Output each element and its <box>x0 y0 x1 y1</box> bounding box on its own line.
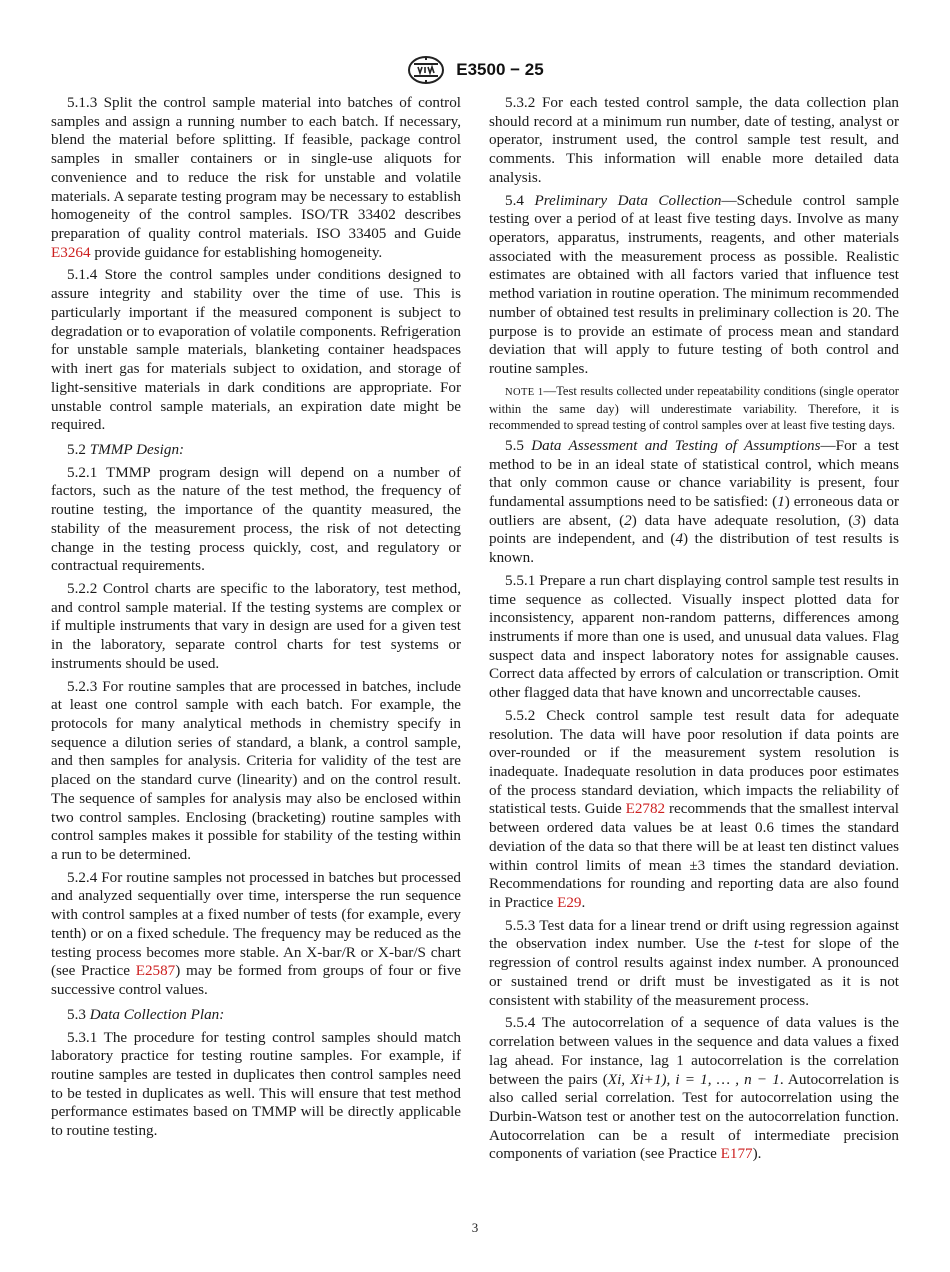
right-column <box>489 94 899 1168</box>
section-heading-5-2: 5.2 TMMP Design: <box>67 440 185 458</box>
page-number: 3 <box>471 1220 479 1235</box>
link-e3264[interactable]: E3264 <box>51 243 91 261</box>
paragraph-5-5-3: 5.5.3 Test data for a linear trend or drift using regression against the observation index number. Use the t-test for slope of the regression of control results against index number. A pronounced or sustained trend or drift must be investigated as it is not consistent with stability of the measurement process. <box>489 916 899 1009</box>
paragraph-5-1-3: 5.1.3 Split the control sample material into batches of control samples and assign a running number to each batch. If necessary, blend the material before splitting. If feasible, package control samples in smaller containers or in single-use aliquots for convenience and to reduce the risk for unstable and volatile materials. A separate testing program may be necessary to establish homogeneity of the control samples. ISO/TR 33402 describes preparation of quality control materials. ISO 33405 and Guide E3264 provide guidance for establishing homogeneity. <box>51 94 461 261</box>
paragraph-5-3-2: 5.3.2 For each tested control sample, the data collection plan should record at a minimum run number, date of testing, analyst or operator, instrument used, the control sample test result, and comments. This information will enable more detailed data analysis. <box>489 94 899 186</box>
paragraph-5-5-2: 5.5.2 Check control sample test result data for adequate resolution. The data will have poor resolution if data points are over-rounded or if the measurement system resolution is inadequate. Inadequate resolution in data produces poor estimates of the process standard deviation, which impacts the reliability of statistical tests. Guide E2782 recommends that the smallest interval between ordered data values be at least 0.6 times the standard deviation of the data so that there will be at least ten distinct values within control limits of mean ±3 times the standard deviation. Recommendations for rounding and reporting data are also found in Practice E29. <box>489 706 899 912</box>
paragraph-5-2-4: 5.2.4 For routine samples not processed in batches but processed and analyzed sequentially over time, intersperse the run sequence with control samples at a fixed number of tests (for example, every tenth) or on a fixed schedule. The frequency may be reduced as the testing process becomes more stable. An X-bar/R or X-bar/S chart (see Practice E2587) may be formed from groups of four or five successive control values. <box>51 868 462 999</box>
paragraph-5-2-1: 5.2.1 TMMP program design will depend on a number of factors, such as the nature of the test method, the frequency of routine testing, the importance of the quantity measured, the stability of the measurement process, the risk of not detecting change in the testing process quickly, cost, and regulatory or contractual requirements. <box>51 463 461 575</box>
paragraph-5-1-4: 5.1.4 Store the control samples under conditions designed to assure integrity and stability over the time of use. This is particularly important if the measured component is subject to degradation or to evaporation of volatile components. Refrigeration for unstable sample materials, blanketing container headspaces with inert gas for materials subject to oxidation, and storage of light-sensitive materials in dark conditions are appropriate. For unstable control sample materials, an expiration date might be required. <box>51 266 461 434</box>
astm-logo-icon <box>406 55 446 85</box>
paragraph-5-5: 5.5 Data Assessment and Testing of Assumptions—For a test method to be in an ideal state of statistical control, which means that only common cause or chance variability is present, four fundamental assumptions need to be satisfied: (1) erroneous data or outliers are absent, (2) data have adequate resolution, (3) data points are independent, and (4) the distribution of test results is known. <box>489 436 900 567</box>
document-id: E3500 − 25 <box>456 60 544 79</box>
section-heading-5-3: 5.3 Data Collection Plan: <box>67 1005 225 1023</box>
left-column <box>51 94 461 1145</box>
paragraph-5-5-1: 5.5.1 Prepare a run chart displaying control sample test results in time sequence as collected. Visually inspect plotted data for inconsistency, apparent non-random patterns, differences among instruments if more than one is used, and unusual data values. Flag suspect data and inspect laboratory notes for assignable causes. Correct data affected by errors of calculation or transcription. Omit other flagged data that have known and uncorrectable causes. <box>489 571 899 702</box>
paragraph-5-2-2: 5.2.2 Control charts are specific to the laboratory, test method, and control sample material. If the testing systems are complex or if multiple instruments that vary in design are used for a given test in the laboratory, separate control charts for test systems or instruments should be used. <box>51 579 461 672</box>
link-e2782[interactable]: E2782 <box>625 800 666 818</box>
note-1: NOTE 1—Test results collected under repeatability conditions (single operator within the same day) will underestimate variability. Therefore, it is recommended to spread testing of control samples over at least five testing days. <box>489 383 899 432</box>
paragraph-5-2-3: 5.2.3 For routine samples that are processed in batches, include at least one control sample with each batch. For example, the protocols for many analytical methods in chemistry specify in sequence a dilution series of standard, a blank, a control sample, and then samples for analysis. Criteria for validity of the test are placed on the standard curve (linearity) and on the control result. The sequence of samples for analysis may also be enclosed within two control samples. Enclosing (bracketing) routine samples with control samples makes it possible for stability of the testing within a run to be determined. <box>51 677 461 864</box>
page-header <box>0 52 950 88</box>
paragraph-5-5-4: 5.5.4 The autocorrelation of a sequence of data values is the correlation between values in the sequence and data values a fixed lag ahead. For instance, lag 1 autocorrelation is the correlation between the pairs (Xi, Xi+1), i = 1, … , n − 1. Autocorrelation is also called serial correlation. Test for autocorrelation using the Durbin-Watson test or another test on the autocorrelation function. Autocorrelation can be a result of intermediate precision components of variation (see Practice E177). <box>489 1014 899 1163</box>
paragraph-5-3-1: 5.3.1 The procedure for testing control samples should match laboratory practice for testing routine samples. For example, if routine samples are tested in duplicates then control samples need to be tested in duplicates as well. This will ensure that test method performance estimates based on TMMP will be directly applicable to routine testing. <box>51 1028 461 1140</box>
paragraph-5-4: 5.4 Preliminary Data Collection—Schedule control sample testing over a period of at least five testing days. Involve as many operators, apparatus, instruments, reagents, and other materials associated with the measurement process as possible. Realistic estimates are obtained with all factors varied that influence test method variation in routine operation. The minimum recommended number of obtained test results in preliminary collection is 20. The purpose is to provide an estimate of process mean and standard deviation that will apply to future testing of both control and routine samples. <box>489 191 899 378</box>
link-e177[interactable]: E177 <box>720 1145 753 1163</box>
link-e2587[interactable]: E2587 <box>135 962 176 980</box>
link-e29[interactable]: E29 <box>557 894 582 912</box>
